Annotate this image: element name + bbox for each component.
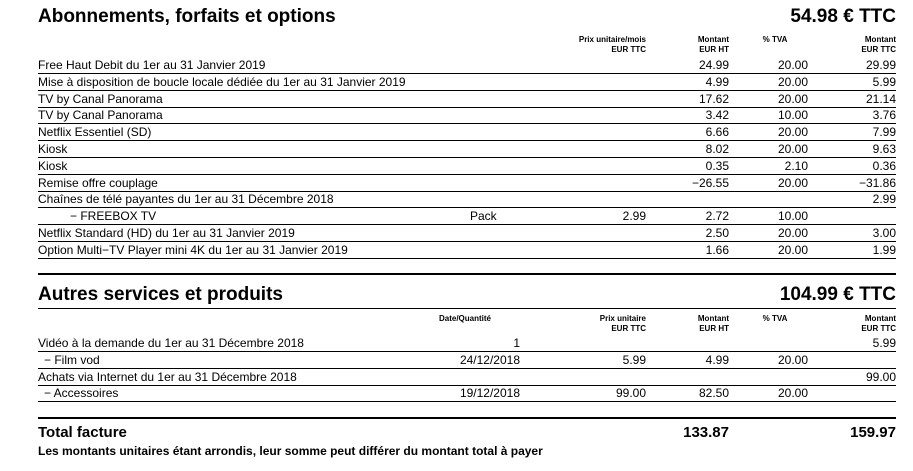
table-row: [38, 141, 896, 158]
cell-vat: 20.00: [777, 175, 808, 190]
cell-amount-ttc: 3.00: [872, 226, 896, 240]
cell-amount-ht: 2.50: [705, 226, 729, 240]
col-header-amount-ht: Montant EUR HT: [697, 35, 729, 54]
invoice-total-label: Total facture: [38, 424, 127, 441]
cell-amount-ht: 2.72: [705, 209, 729, 224]
cell-amount-ht: 6.66: [705, 125, 729, 140]
cell-vat: 10.00: [777, 209, 808, 224]
cell-label: Vidéo à la demande du 1er au 31 Décembre 2018: [38, 336, 304, 350]
cell-qty: 1: [513, 336, 520, 350]
cell-amount-ttc: −31.86: [858, 175, 896, 190]
invoice-total-ttc: 159.97: [850, 424, 896, 441]
cell-label: Kiosk: [38, 142, 68, 156]
cell-amount-ht: 82.50: [698, 386, 729, 401]
table-row: [38, 57, 896, 74]
rounding-note: Les montants unitaires étant arrondis, leur somme peut différer du montant total à payer: [38, 444, 543, 458]
cell-amount-ht: 1.66: [705, 242, 729, 257]
section-total-other-services: [696, 284, 896, 306]
cell-vat: 20.00: [777, 352, 808, 367]
cell-amount-ht: −26.55: [691, 175, 729, 190]
cell-amount-ht: 3.42: [705, 108, 729, 123]
cell-amount-ht: 4.99: [705, 74, 729, 89]
section-title-subscriptions: Abonnements, forfaits et options: [38, 6, 336, 27]
cell-label: − Accessoires: [44, 386, 119, 401]
cell-amount-ht: 8.02: [705, 142, 729, 156]
cell-vat: 20.00: [777, 226, 808, 240]
cell-label: − FREEBOX TV: [70, 209, 157, 224]
section-total-currency: € TTC: [843, 6, 896, 27]
table-row: [38, 385, 896, 402]
cell-amount-ttc: 9.63: [872, 142, 896, 156]
cell-label: Kiosk: [38, 158, 68, 173]
table-row: [38, 225, 896, 242]
cell-vat: 20.00: [777, 125, 808, 140]
section-title-other-services: Autres services et produits: [38, 284, 283, 305]
invoice-total-ht: 133.87: [683, 424, 729, 441]
col-header-vat: % TVA: [762, 314, 788, 323]
col-header-amount-ttc: Montant EUR TTC: [861, 35, 896, 54]
table-row: [38, 175, 896, 192]
cell-label: Achats via Internet du 1er au 31 Décembre 2018: [38, 369, 297, 384]
section-total-amount: 54.98: [790, 6, 838, 27]
col-header-unit-price: Prix unitaire/mois EUR TTC: [578, 35, 646, 54]
cell-label: TV by Canal Panorama: [38, 108, 163, 123]
col-header-amount-ht: Montant EUR HT: [697, 314, 729, 333]
cell-amount-ht: 4.99: [705, 352, 729, 367]
table-row: [38, 208, 896, 225]
cell-amount-ttc: 29.99: [865, 58, 896, 72]
cell-vat: 20.00: [777, 142, 808, 156]
cell-label: Netflix Essentiel (SD): [38, 125, 152, 140]
table-row: [38, 352, 896, 369]
table-row: [38, 369, 896, 386]
section-title-rule: [38, 308, 896, 309]
section-divider: [38, 273, 896, 275]
cell-amount-ht: 24.99: [698, 58, 729, 72]
cell-amount-ttc: 3.76: [872, 108, 896, 123]
cell-vat: 20.00: [777, 58, 808, 72]
table-row: [38, 191, 896, 208]
cell-label: Free Haut Debit du 1er au 31 Janvier 2019: [38, 58, 266, 72]
cell-qty: 24/12/2018: [459, 352, 520, 367]
cell-label: − Film vod: [44, 352, 100, 367]
cell-amount-ht: 0.35: [705, 158, 729, 173]
cell-label: Remise offre couplage: [38, 175, 158, 190]
cell-amount-ttc: 99.00: [865, 369, 896, 384]
table-row: [38, 124, 896, 141]
cell-unit-price: 99.00: [615, 386, 646, 401]
table-row: [38, 74, 896, 91]
cell-vat: 20.00: [777, 74, 808, 89]
section-total-currency: € TTC: [843, 284, 896, 305]
cell-vat: 2.10: [784, 158, 808, 173]
col-header-unit-price: Prix unitaire EUR TTC: [599, 314, 646, 333]
cell-label: Netflix Standard (HD) du 1er au 31 Janvier 2019: [38, 226, 295, 240]
table-row: [38, 335, 896, 352]
cell-label: Chaînes de télé payantes du 1er au 31 Décembre 2018: [38, 192, 334, 207]
col-header-date-qty: Date/Quantité: [438, 314, 491, 323]
cell-vat: 20.00: [777, 91, 808, 106]
section-total-subscriptions: [696, 6, 896, 28]
cell-qty: 19/12/2018: [459, 386, 520, 401]
cell-vat: 20.00: [777, 242, 808, 257]
col-header-vat: % TVA: [762, 35, 788, 44]
cell-amount-ttc: 2.99: [872, 192, 896, 207]
cell-unit-price: 2.99: [622, 209, 646, 224]
cell-vat: 20.00: [777, 386, 808, 401]
col-header-amount-ttc: Montant EUR TTC: [861, 314, 896, 333]
cell-amount-ttc: 5.99: [872, 74, 896, 89]
cell-label: TV by Canal Panorama: [38, 91, 163, 106]
cell-vat: 10.00: [777, 108, 808, 123]
cell-amount-ttc: 1.99: [872, 242, 896, 257]
cell-qty: Pack: [470, 209, 497, 224]
cell-amount-ht: 17.62: [698, 91, 729, 106]
cell-unit-price: 5.99: [622, 352, 646, 367]
section-total-amount: 104.99: [779, 284, 838, 305]
cell-amount-ttc: 5.99: [872, 336, 896, 350]
cell-label: Mise à disposition de boucle locale dédiée du 1er au 31 Janvier 2019: [38, 74, 406, 89]
cell-amount-ttc: 0.36: [872, 158, 896, 173]
cell-amount-ttc: 21.14: [865, 91, 896, 106]
table-row: [38, 107, 896, 124]
table-row: [38, 91, 896, 108]
cell-label: Option Multi−TV Player mini 4K du 1er au 31 Janvier 2019: [38, 242, 348, 257]
total-divider: [38, 417, 896, 419]
table-row: [38, 158, 896, 175]
cell-amount-ttc: 7.99: [872, 125, 896, 140]
table-row: [38, 242, 896, 259]
